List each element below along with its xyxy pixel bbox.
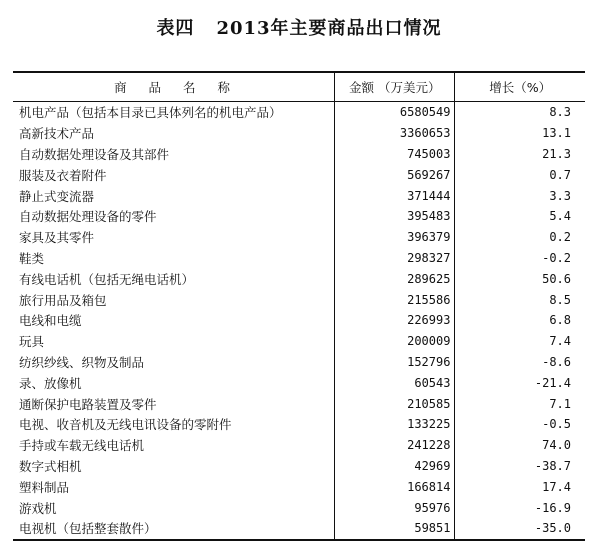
amount-cell: 215586 — [335, 289, 455, 310]
header-amount: 金额 （万美元） — [335, 72, 455, 102]
growth-cell: -38.7 — [455, 456, 585, 477]
table-body — [13, 102, 585, 540]
growth-cell: -35.0 — [455, 518, 585, 540]
growth-cell: 0.2 — [455, 227, 585, 248]
table-row — [13, 185, 585, 206]
product-name-cell: 电视、收音机及无线电讯设备的零附件 — [19, 417, 232, 433]
table-row — [13, 144, 585, 165]
table-row — [13, 123, 585, 144]
product-name-cell: 机电产品（包括本目录已具体列名的机电产品） — [19, 105, 282, 121]
table-row — [13, 206, 585, 227]
growth-cell: 5.4 — [455, 206, 585, 227]
product-name-cell: 通断保护电路装置及零件 — [19, 396, 157, 412]
table-row — [13, 393, 585, 414]
amount-cell: 6580549 — [335, 102, 455, 123]
product-name-cell: 手持或车载无线电话机 — [19, 438, 145, 454]
amount-cell: 210585 — [335, 393, 455, 414]
product-name-cell: 玩具 — [19, 334, 45, 350]
amount-cell: 133225 — [335, 414, 455, 435]
product-name-cell: 数字式相机 — [19, 458, 82, 474]
product-name-cell: 服装及衣着附件 — [19, 167, 107, 183]
growth-cell: 0.7 — [455, 164, 585, 185]
table-row — [13, 518, 585, 540]
table-row — [13, 227, 585, 248]
product-name-cell: 自动数据处理设备及其部件 — [19, 146, 170, 162]
product-name-cell: 家具及其零件 — [19, 230, 95, 246]
product-name-cell: 自动数据处理设备的零件 — [19, 209, 157, 225]
table-row — [13, 289, 585, 310]
table-row — [13, 414, 585, 435]
amount-cell: 396379 — [335, 227, 455, 248]
product-name-cell: 高新技术产品 — [19, 126, 95, 142]
amount-cell: 200009 — [335, 331, 455, 352]
growth-cell: 21.3 — [455, 144, 585, 165]
table-row — [13, 310, 585, 331]
table-row — [13, 331, 585, 352]
header-row — [13, 72, 585, 102]
amount-cell: 298327 — [335, 248, 455, 269]
table-row — [13, 456, 585, 477]
growth-cell: 8.5 — [455, 289, 585, 310]
growth-cell: -0.2 — [455, 248, 585, 269]
growth-cell: -21.4 — [455, 372, 585, 393]
amount-cell: 569267 — [335, 164, 455, 185]
table-title: 2013年主要商品出口情况 — [216, 18, 442, 39]
amount-cell: 166814 — [335, 476, 455, 497]
amount-cell: 289625 — [335, 268, 455, 289]
amount-cell: 745003 — [335, 144, 455, 165]
table-row — [13, 102, 585, 123]
amount-cell: 152796 — [335, 352, 455, 373]
header-growth: 增长（%） — [455, 72, 585, 102]
growth-cell: 7.1 — [455, 393, 585, 414]
table-row — [13, 497, 585, 518]
amount-cell: 95976 — [335, 497, 455, 518]
growth-cell: 7.4 — [455, 331, 585, 352]
growth-cell: 6.8 — [455, 310, 585, 331]
amount-cell: 3360653 — [335, 123, 455, 144]
product-name-cell: 录、放像机 — [19, 375, 82, 391]
table-row — [13, 435, 585, 456]
growth-cell: -8.6 — [455, 352, 585, 373]
table-row — [13, 164, 585, 185]
amount-cell: 241228 — [335, 435, 455, 456]
growth-cell: 17.4 — [455, 476, 585, 497]
export-table — [13, 71, 585, 541]
product-name-cell: 旅行用品及箱包 — [19, 292, 107, 308]
product-name-cell: 塑料制品 — [19, 479, 70, 495]
product-name-cell: 游戏机 — [19, 500, 57, 516]
table-row — [13, 372, 585, 393]
growth-cell: -0.5 — [455, 414, 585, 435]
growth-cell: 50.6 — [455, 268, 585, 289]
amount-cell: 395483 — [335, 206, 455, 227]
page-title — [0, 14, 598, 40]
amount-cell: 60543 — [335, 372, 455, 393]
header-name: 商 品 名 称 — [114, 80, 239, 95]
table-row — [13, 248, 585, 269]
product-name-cell: 纺织纱线、织物及制品 — [19, 354, 145, 370]
product-name-cell: 有线电话机（包括无绳电话机） — [19, 271, 195, 287]
product-name-cell: 电线和电缆 — [19, 313, 82, 329]
growth-cell: 13.1 — [455, 123, 585, 144]
product-name-cell: 鞋类 — [19, 250, 45, 266]
table-row — [13, 352, 585, 373]
product-name-cell: 静止式变流器 — [19, 188, 95, 204]
growth-cell: 8.3 — [455, 102, 585, 123]
table-row — [13, 268, 585, 289]
table-row — [13, 476, 585, 497]
growth-cell: -16.9 — [455, 497, 585, 518]
amount-cell: 59851 — [335, 518, 455, 540]
amount-cell: 42969 — [335, 456, 455, 477]
growth-cell: 3.3 — [455, 185, 585, 206]
table-label: 表四 — [156, 18, 195, 39]
growth-cell: 74.0 — [455, 435, 585, 456]
amount-cell: 371444 — [335, 185, 455, 206]
product-name-cell: 电视机（包括整套散件） — [19, 521, 157, 537]
amount-cell: 226993 — [335, 310, 455, 331]
